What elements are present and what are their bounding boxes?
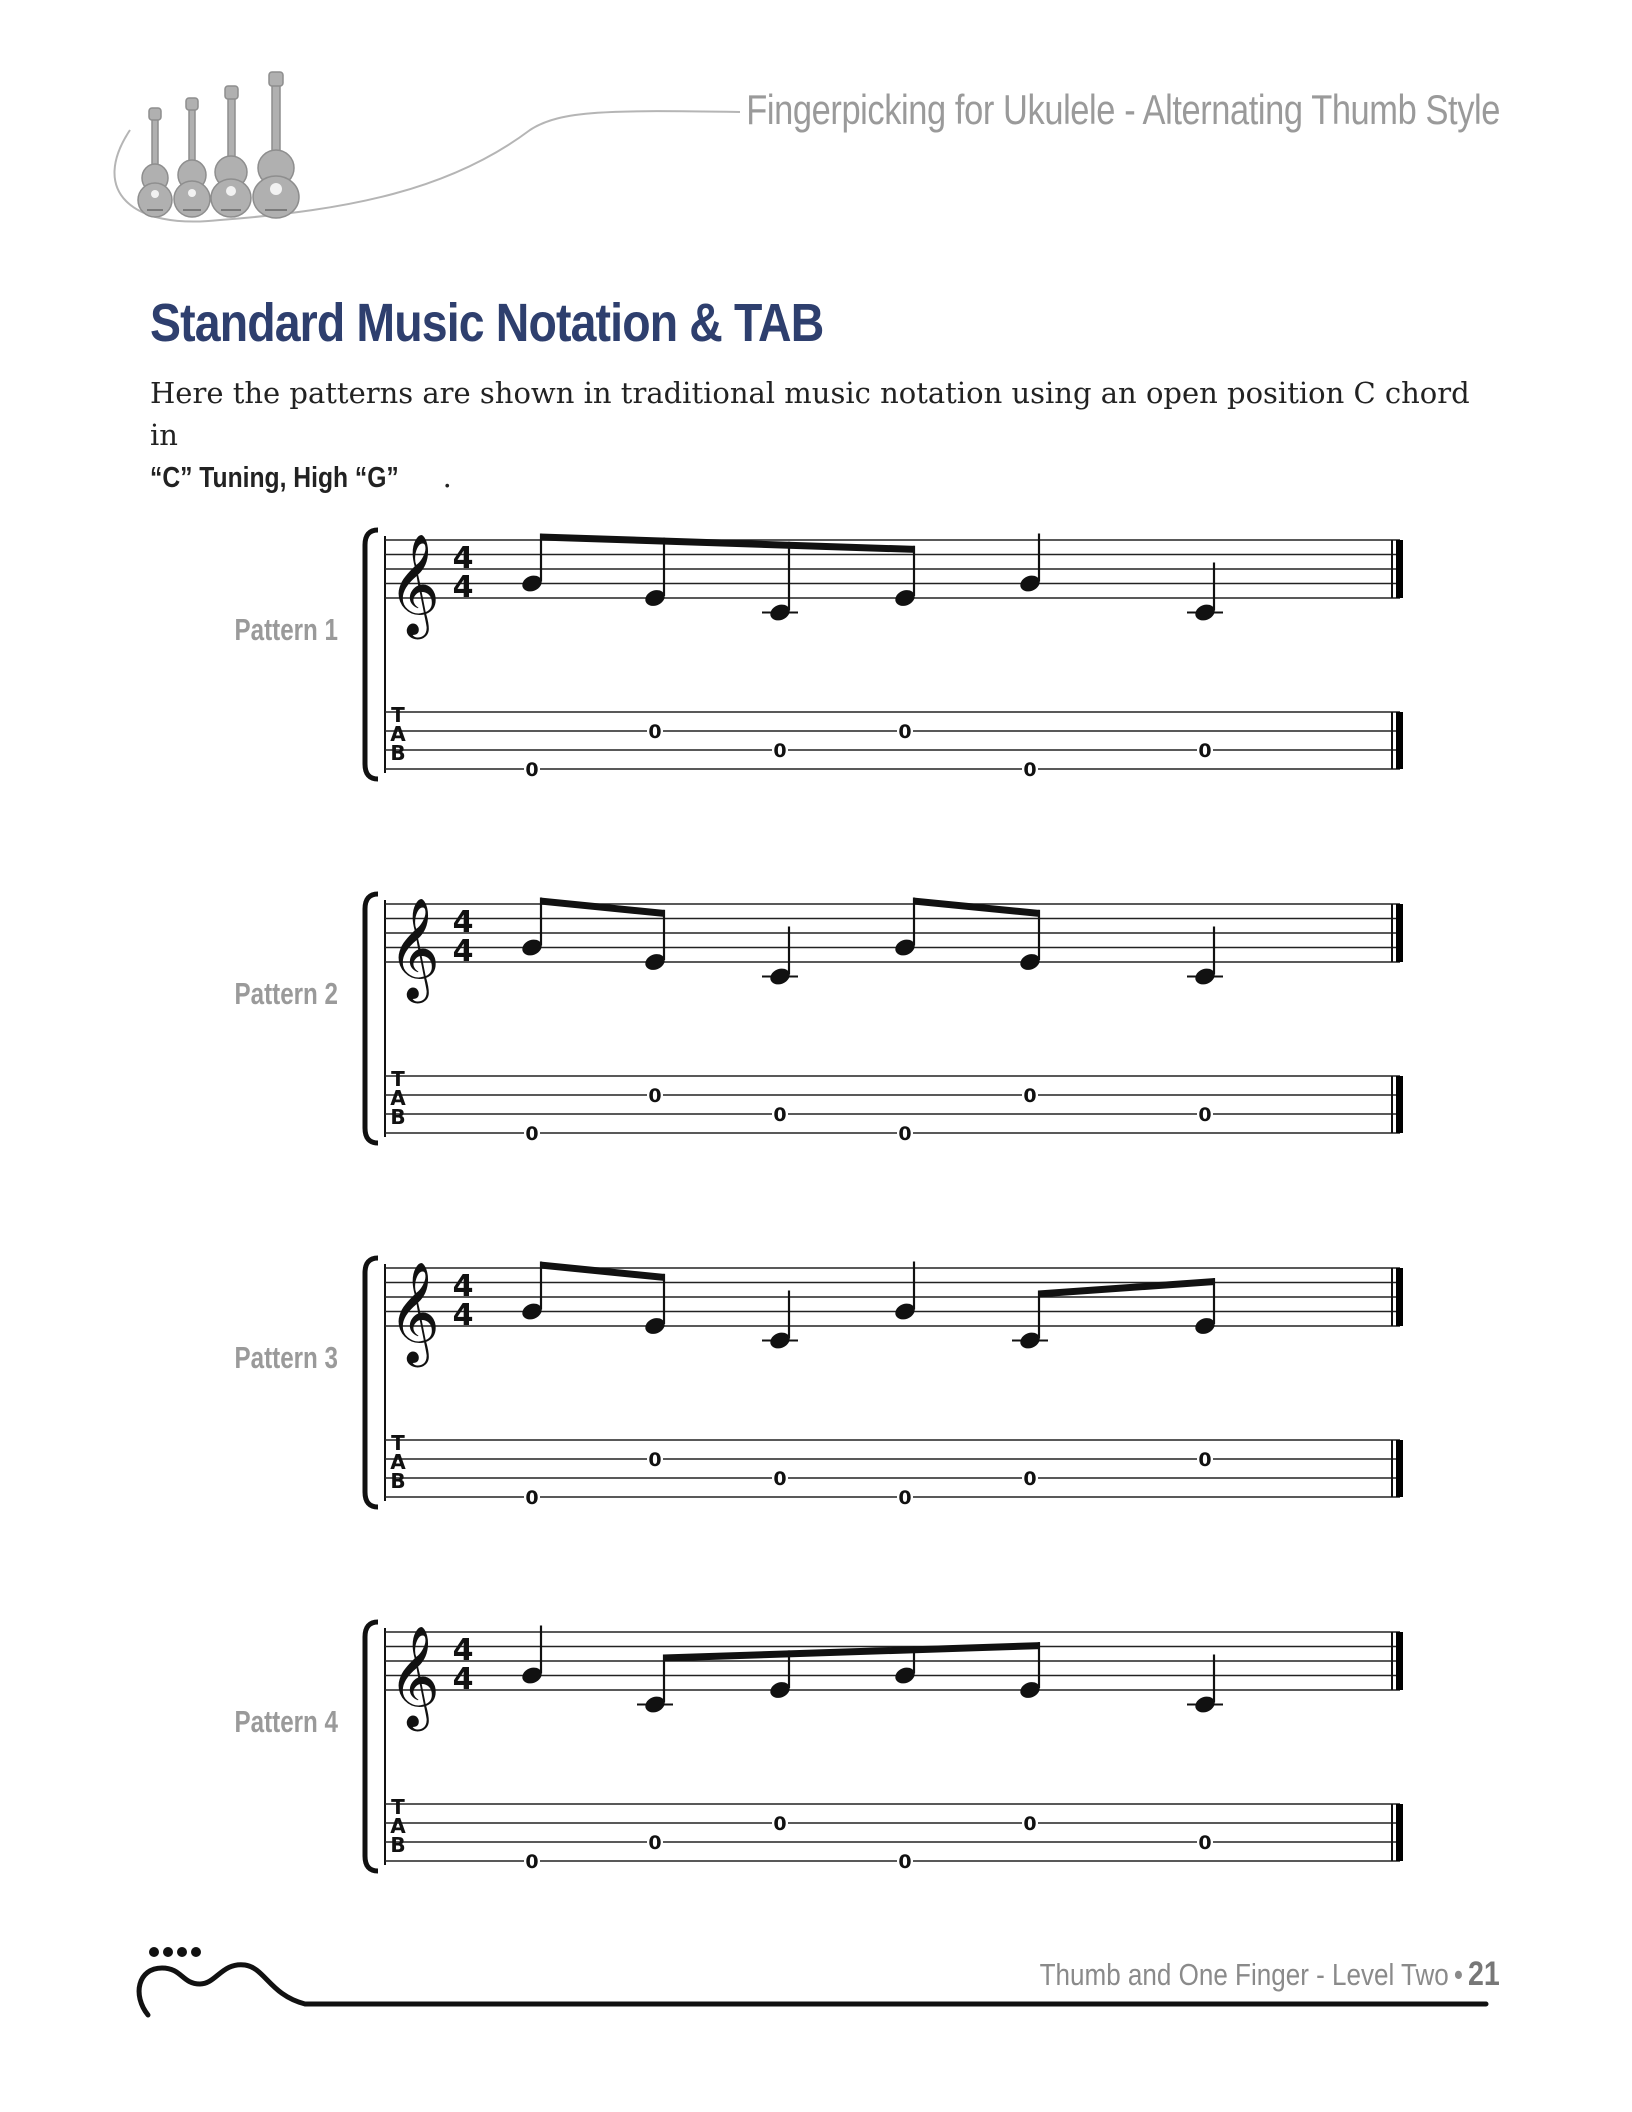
notation-system-3	[365, 1258, 1403, 1509]
pattern-label-3: Pattern 3	[234, 1340, 338, 1375]
time-signature-bottom: 4	[452, 570, 474, 605]
treble-clef: 𝄞	[388, 1260, 441, 1363]
treble-clef: 𝄞	[388, 1624, 441, 1727]
time-signature-top: 4	[452, 1633, 474, 1668]
fret-number: 0	[525, 1487, 539, 1509]
treble-clef: 𝄞	[388, 896, 441, 999]
fret-number: 0	[525, 1851, 539, 1873]
system-bracket	[365, 1622, 378, 1871]
tab-clef-letter: A	[390, 722, 406, 746]
tab-clef-letter: T	[391, 1795, 405, 1819]
section-heading: Standard Music Notation & TAB	[150, 293, 824, 353]
tab-clef-letter: T	[391, 703, 405, 727]
fret-number: 0	[1198, 1832, 1212, 1854]
tab-thick-barline	[1396, 712, 1403, 769]
system-bracket	[365, 1258, 378, 1507]
tab-clef-letter: T	[391, 1067, 405, 1091]
fret-number: 0	[648, 721, 662, 743]
staff-thick-barline	[1396, 540, 1403, 598]
fret-number: 0	[648, 1085, 662, 1107]
fret-number: 0	[1198, 740, 1212, 762]
tab-clef-letter: B	[390, 1833, 406, 1857]
intro-tuning: “C” Tuning, High “G”	[150, 462, 399, 494]
treble-clef: 𝄞	[388, 532, 441, 635]
fret-number: 0	[648, 1449, 662, 1471]
fret-number: 0	[773, 740, 787, 762]
note-beam	[1038, 1278, 1215, 1297]
fret-number: 0	[898, 1123, 912, 1145]
fret-number: 0	[1023, 1813, 1037, 1835]
time-signature-bottom: 4	[452, 1662, 474, 1697]
footer-text: Thumb and One Finger - Level Two • 21	[1039, 1955, 1500, 1993]
staff-thick-barline	[1396, 1632, 1403, 1690]
pattern-label-1: Pattern 1	[234, 612, 338, 647]
tab-thick-barline	[1396, 1076, 1403, 1133]
tab-clef-letter: T	[391, 1431, 405, 1455]
tab-thick-barline	[1396, 1440, 1403, 1497]
time-signature-top: 4	[452, 541, 474, 576]
header-title: Fingerpicking for Ukulele - Alternating Thumb Style	[746, 86, 1500, 133]
tab-clef-letter: B	[390, 1469, 406, 1493]
footer-chapter: Thumb and One Finger - Level Two	[1039, 1957, 1450, 1992]
fret-number: 0	[525, 759, 539, 781]
time-signature-bottom: 4	[452, 1298, 474, 1333]
tab-clef-letter: A	[390, 1086, 406, 1110]
page-number: 21	[1468, 1955, 1500, 1993]
notation-system-1	[365, 530, 1403, 781]
staff-thick-barline	[1396, 904, 1403, 962]
note-beam	[540, 898, 665, 918]
system-bracket	[365, 894, 378, 1143]
fret-number: 0	[898, 1487, 912, 1509]
system-bracket	[365, 530, 378, 779]
fret-number: 0	[773, 1104, 787, 1126]
tab-clef-letter: A	[390, 1814, 406, 1838]
notation-system-2	[365, 894, 1403, 1145]
note-beam	[913, 898, 1040, 918]
pattern-label-4: Pattern 4	[234, 1704, 338, 1739]
fret-number: 0	[1023, 1468, 1037, 1490]
intro-text: Here the patterns are shown in traditional music notation using an open position C chord in	[150, 376, 1470, 452]
notation-system-4	[365, 1622, 1403, 1873]
fret-number: 0	[773, 1468, 787, 1490]
fret-number: 0	[1198, 1449, 1212, 1471]
note-beam	[540, 1262, 665, 1282]
tab-thick-barline	[1396, 1804, 1403, 1861]
fret-number: 0	[898, 1851, 912, 1873]
fret-number: 0	[1023, 759, 1037, 781]
intro-end: .	[442, 460, 452, 494]
time-signature-bottom: 4	[452, 934, 474, 969]
time-signature-top: 4	[452, 905, 474, 940]
fret-number: 0	[1198, 1104, 1212, 1126]
fret-number: 0	[773, 1813, 787, 1835]
tab-clef-letter: B	[390, 741, 406, 765]
note-beam	[663, 1642, 1040, 1661]
staff-thick-barline	[1396, 1268, 1403, 1326]
note-beam	[540, 534, 915, 553]
fret-number: 0	[898, 721, 912, 743]
fret-number: 0	[525, 1123, 539, 1145]
fret-number: 0	[1023, 1085, 1037, 1107]
tab-clef-letter: B	[390, 1105, 406, 1129]
time-signature-top: 4	[452, 1269, 474, 1304]
tab-clef-letter: A	[390, 1450, 406, 1474]
fret-number: 0	[648, 1832, 662, 1854]
pattern-label-2: Pattern 2	[234, 976, 338, 1011]
